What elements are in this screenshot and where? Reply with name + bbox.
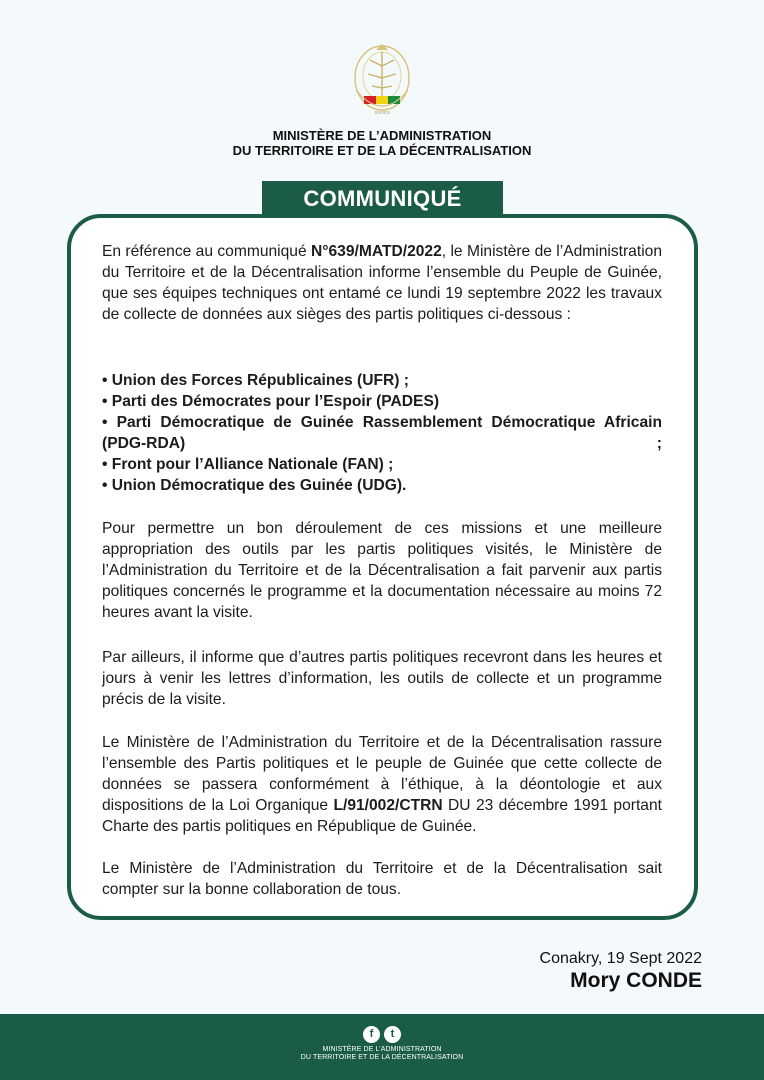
party-item: • Front pour l’Alliance Nationale (FAN) ; <box>102 456 394 473</box>
social-links <box>363 1026 403 1043</box>
intro-paragraph <box>102 241 662 325</box>
ministry-name-line1: MINISTÈRE DE L’ADMINISTRATION <box>272 128 492 143</box>
crest-motto: JUSTICE <box>374 110 390 115</box>
communique-title: COMMUNIQUÉ <box>262 181 503 217</box>
party-item: • Union Démocratique des Guinée (UDG). <box>102 477 407 494</box>
parties-list <box>102 370 662 496</box>
party-item: • Parti Démocratique de Guinée Rassemblement Démocratique Africain (PDG-RDA) ; <box>102 414 662 452</box>
party-item: • Parti des Démocrates pour l’Espoir (PADES) <box>102 393 440 410</box>
signatory-name: Mory CONDE <box>570 969 702 992</box>
facebook-icon[interactable]: f <box>363 1026 380 1043</box>
other-parties-paragraph: Par ailleurs, il informe que d’autres partis politiques recevront dans les heures et jours à venir les lettres d’information, les outils de collecte et un programme précis de la visite. <box>102 649 662 708</box>
footer-ministry-line2: DU TERRITOIRE ET DE LA DÉCENTRALISATION <box>300 1054 464 1061</box>
twitter-icon[interactable]: t <box>384 1026 401 1043</box>
communique-reference: N°639/MATD/2022 <box>311 243 442 260</box>
guinea-coat-of-arms-icon <box>342 38 422 122</box>
law-reference: L/91/002/CTRN <box>333 797 443 814</box>
missions-paragraph: Pour permettre un bon déroulement de ces missions et une meilleure appropriation des outils par les partis politiques visités, le Ministère de l’Administration du Territoire et de la Décentralisation a fait parvenir aux partis politiques concernés le programme et la documentation nécessaire au moins 72 heures avant la visite. <box>102 520 662 621</box>
reassurance-text-end: DU 23 décembre 1991 portant Charte des partis politiques en République de Guinée. <box>102 797 662 835</box>
reassurance-paragraph <box>102 732 662 837</box>
footer-ministry-line1: MINISTÈRE DE L’ADMINISTRATION <box>322 1046 442 1053</box>
closing-paragraph: Le Ministère de l’Administration du Territoire et de la Décentralisation sait compter sur la bonne collaboration de tous. <box>102 860 662 898</box>
ministry-name-line2: DU TERRITOIRE ET DE LA DÉCENTRALISATION <box>232 143 532 158</box>
party-item: • Union des Forces Républicaines (UFR) ; <box>102 372 409 389</box>
reassurance-text-start: Le Ministère de l’Administration du Territoire et de la Décentralisation rassure l’ensemble des Partis politiques et le peuple de Guinée que cette collecte de données se passera conformément à l’éthique, à la déontologie et aux dispositions de la Loi Organique <box>102 734 662 814</box>
place-date: Conakry, 19 Sept 2022 <box>539 950 702 967</box>
intro-text-end: , le Ministère de l’Administration du Territoire et de la Décentralisation informe l’ensemble du Peuple de Guinée, que ses équipes techniques ont entamé ce lundi 19 septembre 2022 les travaux de collecte de données aux sièges des partis politiques ci-dessous : <box>102 243 662 323</box>
intro-text-start: En référence au communiqué <box>102 243 312 260</box>
